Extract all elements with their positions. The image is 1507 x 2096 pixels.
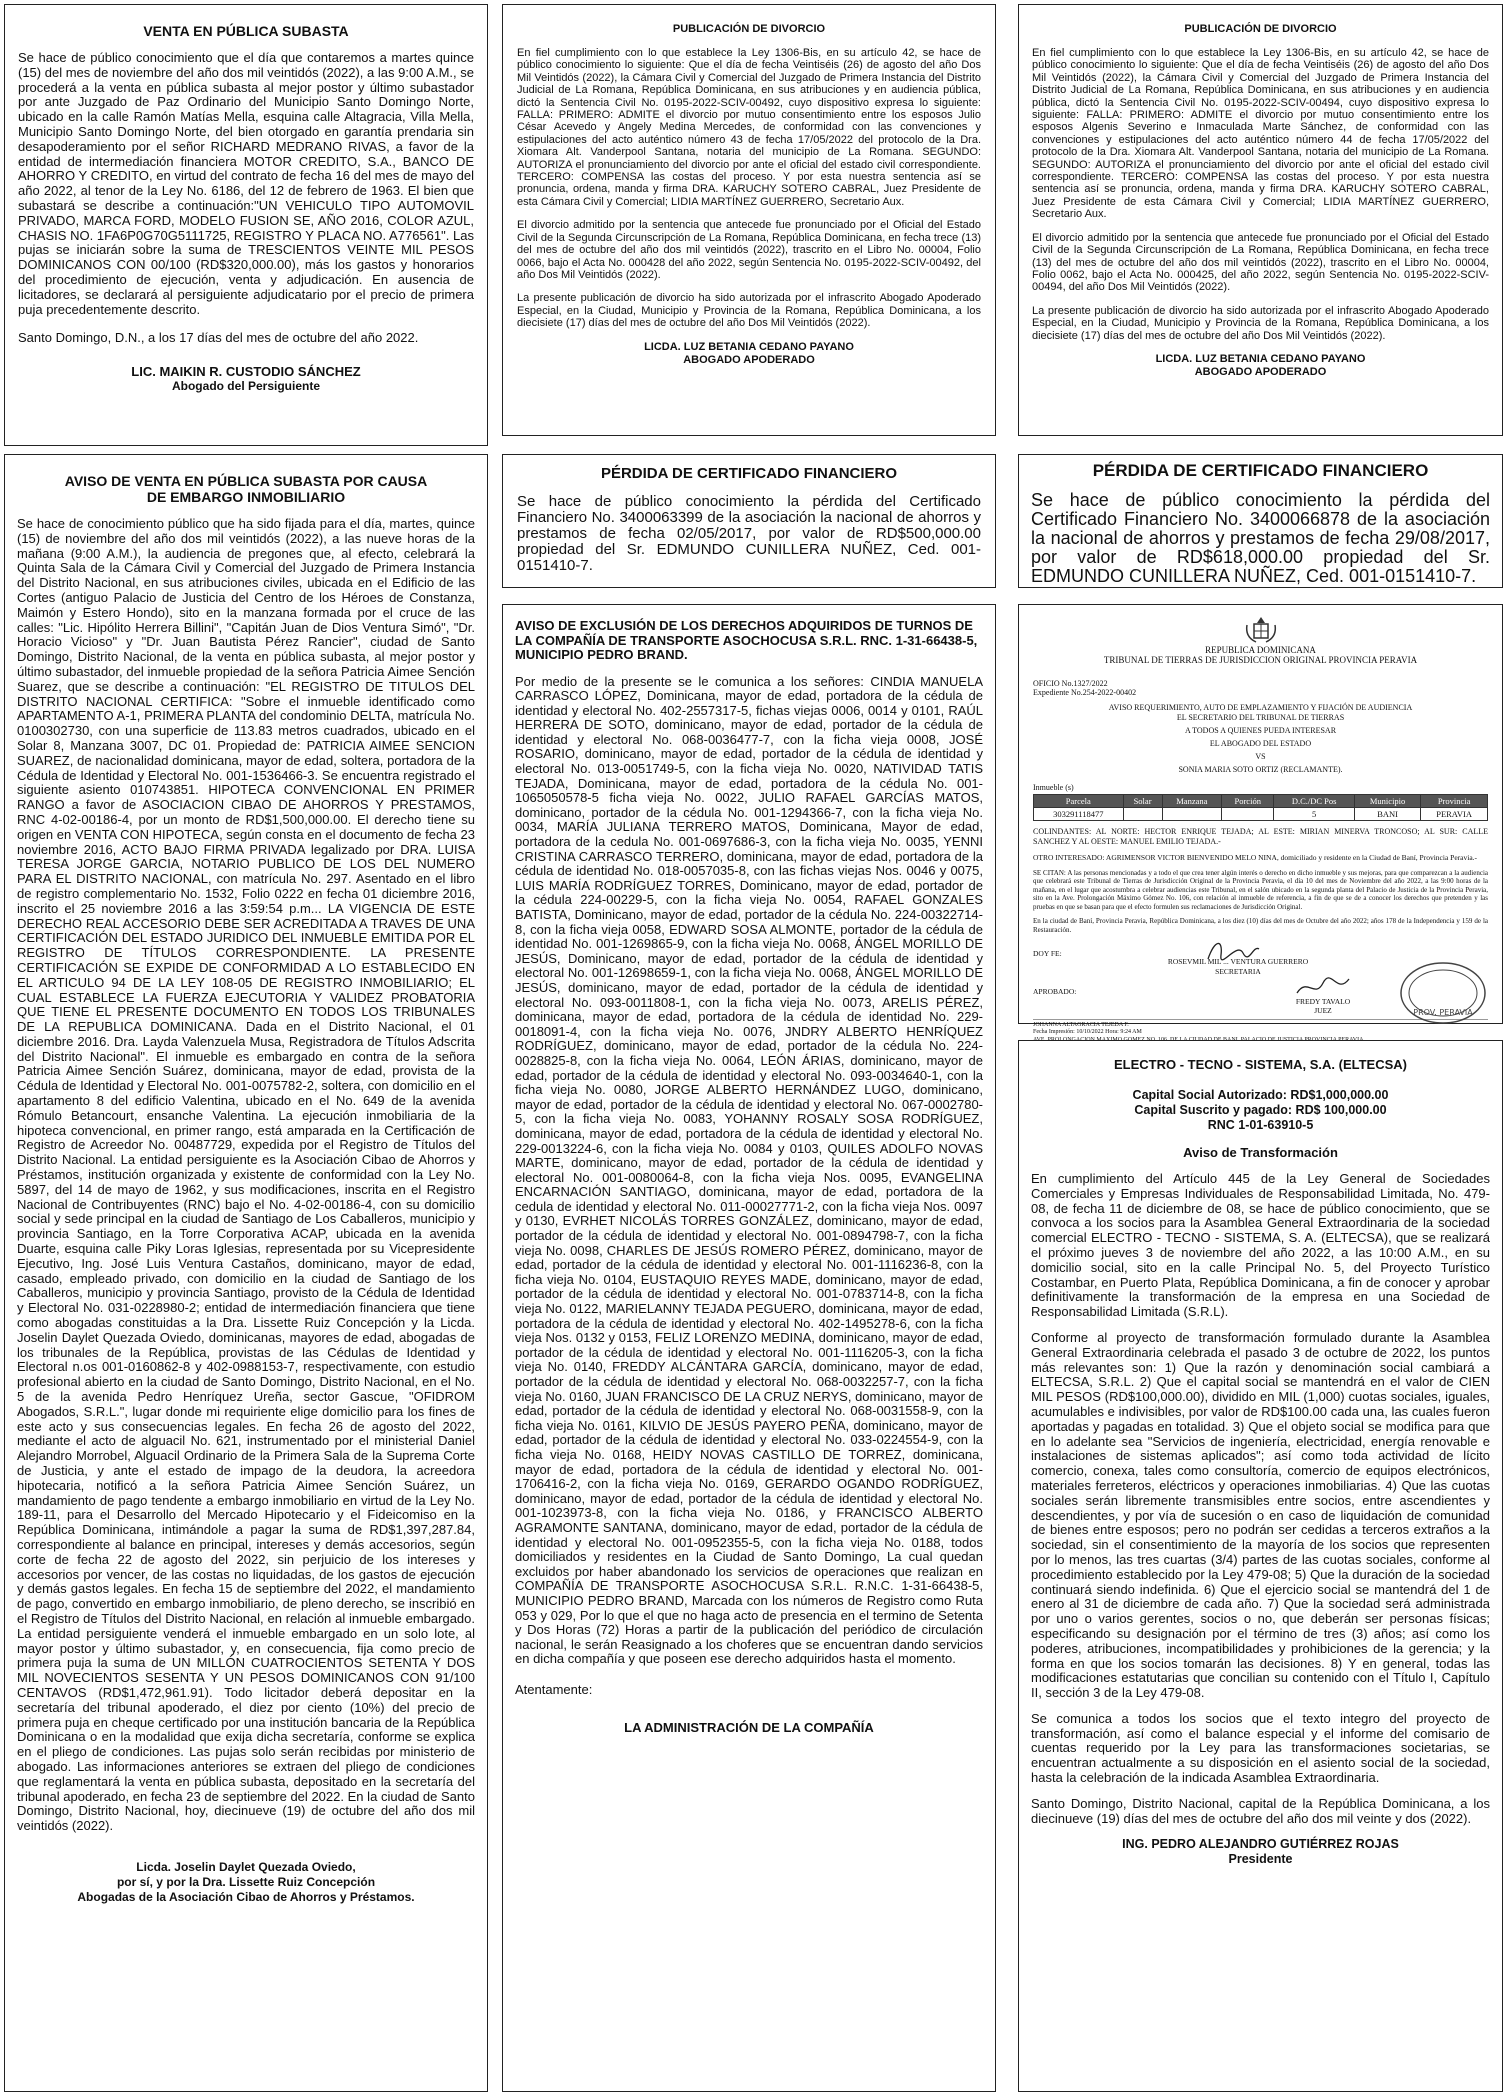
expediente-number: Expediente No.254-2022-00402 (1033, 688, 1137, 697)
ad-title: VENTA EN PÚBLICA SUBASTA (143, 23, 349, 39)
inmueble-table (1033, 794, 1488, 821)
signer-name: LIC. MAIKIN R. CUSTODIO SÁNCHEZ (131, 364, 361, 380)
ad-body: Se hace de público conocimiento que el día que contaremos a martes quince (15) del mes de noviembre del año dos mil veintidós (2022), a las 9:00 A.M., se procederá a la venta en pública subasta al mejor postor y último subastador por ante Juzgado de Paz Ordinario del Municipio Santo Domingo Norte, ubicado en la calle Ramón Matías Mella, esquina calle Altagracia, Villa Mella, Municipio Santo Domingo Norte, del bien otorgado en garantía prendaria sin desapoderamiento por el señor RICHARD MEDRANO RIVAS, a favor de la entidad de intermediación financiera MOTOR CREDITO, S.A., BANCO DE AHORRO Y CREDITO, en virtud del contrato de fecha 16 del mes de mayo del año 2022, al tenor de la Ley No. 6186, del 12 de febrero de 1963. El bien que subastará se describe a continuación:"UN VEHICULO TIPO AUTOMOVIL PRIVADO, MARCA FORD, MODELO FUSION SE, AÑO 2016, COLOR AZUL, CHASIS NO. 1FA6P0G70G5111725, REGISTRO Y PLACA NO. A776561". Las pujas se iniciarán sobre la suma de TRESCIENTOS VEINTE MIL PESOS DOMINICANOS CON 00/100 (RD$320,000.00), más los gastos y honorarios del procedimiento de ejecución, venta y adjudicación. En ausencia de licitadores, se declarará al persiguiente adjudicatario por el precio de primera puja precedentemente descrito. (18, 50, 474, 317)
ad-body: Se hace de conocimiento público que ha sido fijada para el día, martes, quince (15) de noviembre del año dos mil veintidós (2022), a las nueve horas de la mañana (9:00 A.M.), la audiencia de pregones que, al efecto, celebrará la Quinta Sala de la Cámara Civil y Comercial del Juzgado de Primera Instancia del Distrito Nacional, en sus atribuciones civiles, ubicada en el Edificio de las Cortes (antiguo Palacio de Justicia del Centro de los Héroes de Constanza, Maimón y Estero Hondo), sito en la manzana formada por el cruce de las calles: "Lic. Hipólito Herrera Billini", "Capitán Juan de Dios Ventura Simó", "Dr. Horacio Vicioso" y "Dr. Juan Bautista Pérez Rancier", ciudad de Santo Domingo, Distrito Nacional, de la venta en pública subasta, al mejor postor y último subastador, del inmueble propiedad de la señora Patricia Aimee Sención Suarez, que se describe a continuación: "EL REGISTRO DE TITULOS DEL DISTRITO NACIONAL CERTIFICA: "Sobre el inmueble identificado como APARTAMENTO A-1, PRIMERA PLANTA del condominio DELTA, matrícula No. 0100302730, con una superficie de 113.83 metros cuadrados, ubicado en el Solar 8, Manzana 3007, DC 01. Propiedad de: PATRICIA AIMEE SENCION SUAREZ, de nacionalidad dominicana, mayor de edad, soltera, portadora de la Cédula de Identidad y Electoral No. 001-1536466-3. Se encuentra registrado el siguiente asiento 010743851. HIPOTECA CONVENCIONAL EN PRIMER RANGO a favor de ASOCIACION CIBAO DE AHORROS Y PRESTAMOS, RNC 4-02-00186-4, por un monto de RD$1,500,000.00. El derecho tiene su origen en VENTA CON HIPOTECA, según consta en el documento de fecha 23 noviembre 2016, ACTO BAJO FIRMA PRIVADA legalizado por DRA. LUISA TERESA JORGE GARCIA, NOTARIO PUBLICO DE LOS DEL NUMERO PARA EL DISTRITO NACIONAL, con matrícula No. 297. Asentado en el libro de registro complementario No. 1532, Folio 0222 en fecha 01 diciembre 2016, inscrito el 25 noviembre 2016 a las 3:59:54 p.m... LA VIGENCIA DE ESTE DERECHO REAL ACCESORIO DEBE SER ACREDITADA A TRAVES DE UNA CERTIFICACIÓN DEL ESTADO JURIDICO DEL INMUEBLE EMITIDA POR EL REGISTRO DE TÍTULOS CORRESPONDIENTE. LA PRESENTE CERTIFICACIÓN SE EXPIDE DE CONFORMIDAD A LO ESTABLECIDO EN EL ARTICULO 94 DE LA LEY 108-05 DE REGISTRO INMOBILIARIO; EL CUAL ESTABLECE LA FUERZA EJECUTORIA Y VALIDEZ PROBATORIA QUE TIENE EL PRESENTE DOCUMENTO EN TODOS LOS TRIBUNALES DE LA REPUBLICA DOMINICANA. Dada en el Distrito Nacional, el 01 diciembre 2016. Dra. Layda Valenzuela Musa, Registradora de Títulos Adscrita del Distrito Nacional". El inmueble es embargado en contra de la señora Patricia Aimee Sención Suárez, dominicana, mayor de edad, provista de la Cédula de Identidad y Electoral No. 001-0075782-2, soltera, con domicilio en el apartamento 8 del edificio Valentina, ubicado en el No. 649 de la avenida Rómulo Betancourt, ensanche Valentina. La ejecución inmobiliaria de la hipoteca convencional, en primer rango, está amparada en la Certificación de Registro de Acreedor No. 00487729, expedida por el Registro de Títulos del Distrito Nacional. La entidad persiguiente es la Asociación Cibao de Ahorros y Préstamos, institución organizada y existente de conformidad con la Ley No. 5897, del 14 de mayo de 1962, y sus modificaciones, inscrita en el Registro Nacional de Contribuyentes (RNC) bajo el No. 4-02-00186-4, con su domicilio social y sede principal en la ciudad de Santiago de Los Caballeros, municipio y provincia Santiago, en la Torre Corporativa ACAP, ubicada en la avenida Duarte, esquina calle Piky Loras Iglesias, representada por su Vicepresidente Ejecutivo, Ing. José Luis Ventura Castaños, dominicano, mayor de edad, casado, empleado privado, con domicilio en la ciudad de Santiago de los Caballeros, municipio y provincia Santiago, provisto de la Cédula de Identidad y Electoral No. 031-0228980-2; entidad de intermediación financiera que tiene como abogadas constituidas a la Dra. Lissette Ruiz Concepción y la Licda. Joselin Daylet Quezada Oviedo, dominicanas, mayores de edad, abogadas de los tribunales de la República, provistas de las Cédulas de Identidad y Electoral n.os 001-0160862-8 y 402-0988153-7, respectivamente, con estudio profesional abierto en la ciudad de Santo Domingo, Distrito Nacional, en el No. 5 de la avenida Pedro Henríquez Ureña, sector Gascue, "OFIDROM Abogados, S.R.L.", lugar donde mi requiriente elige domicilio para los fines de este acto y sus consecuencias legales. En fecha 26 de agosto del 2022, mediante el acto de alguacil No. 621, instrumentado por el ministerial Daniel Alejandro Morrobel, Alguacil Ordinario de la Primera Sala de la Suprema Corte de Justicia, y ante el estado de impago de la deudora, la acreedora hipotecaria, notificó a la señora Patricia Aimee Sención Suárez, un mandamiento de pago tendente a embargo inmobiliario en virtud de la Ley No. 189-11, para el Desarrollo del Mercado Hipotecario y el Fideicomiso en la República Dominicana, intimándole a pagar la suma de RD$1,397,287.84, correspondiente al balance en principal, intereses y demás accesorios, según corte de fecha 22 de agosto del 2022, sin perjuicio de los intereses y accesorios por vencer, de las costas no liquidadas, de los gastos de ejecución y demás gastos legales. En fecha 15 de septiembre del 2022, el mandamiento de pago, convertido en embargo inmobiliario, de pleno derecho, se inscribió en el Registro de Títulos del Distrito Nacional, en relación al inmueble embargado. La entidad persiguiente venderá el inmueble embargado en un solo lote, al mayor postor y último subastador, y, en consecuencia, fija como precio de primera puja la suma de UN MILLÓN CUATROCIENTOS SETENTA Y DOS MIL NOVECIENTOS SESENTA Y UN PESOS DOMINICANOS CON 91/100 CENTAVOS (RD$1,472,961.91). Todo licitador deberá depositar en la secretaría del tribunal apoderado, el diez por ciento (10%) del precio de primera puja en cheque certificado por una institución bancaria de la República Dominicana o en la modalidad que exija dicha secretaría, conforme se explica en el pliego de condiciones. Las pujas solo serán recibidas por ministerio de abogado. Las informaciones anteriores se extraen del pliego de condiciones que reglamentará la venta en pública subasta, depositado en la secretaría del tribunal apoderado, en fecha 23 de septiembre del 2022. En la ciudad de Santo Domingo, Distrito Nacional, hoy, diecinueve (19) de octubre del año dos mil veintidós (2022). (17, 516, 475, 1834)
ad-paragraph: En fiel cumplimiento con lo que establece la Ley 1306-Bis, en su artículo 42, se hace de público conocimiento lo siguiente: Que el día de fecha Veintiséis (26) de agosto del año Dos Mil Veintidós (2022), la Cámara Civil y Comercial del Juzgado de Primera Instancia del Distrito Judicial de La Romana, República Dominicana, en sus atribuciones y en audiencia pública, dictó la Sentencia Civil No. 0195-2022-SCIV-00492, cuyo dispositivo expresa lo siguiente: FALLA: PRIMERO: ADMITE el divorcio por mutuo consentimiento entre los esposos Julio César Acevedo y Angely Medina Mercedes, de conformidad con las convenciones y estipulaciones del acto auténtico número 43 de fecha 17/05/2022 del protocolo de la Dra. Xiomara Alt. Vanderpool Santana, notaria del municipio de La Romana. SEGUNDO: AUTORIZA el pronunciamiento del divorcio por ante el oficial del estado civil correspondiente. TERCERO: COMPENSA las costas del proceso. Y por esta nuestra sentencia así se pronuncia, ordena, manda y firma DRA. KARUCHY SOTERO CABRAL, Juez Presidente de esta Cámara Civil y Comercial; LIDIA MARTÍNEZ GUERRERO, Secretario Aux. (517, 47, 981, 208)
ad-venta-subasta (4, 4, 488, 446)
signer-role: ABOGADO APODERADO (683, 353, 815, 366)
notice-heading: SONIA MARIA SOTO ORTIZ (RECLAMANTE). (1178, 765, 1343, 774)
republic-name: REPUBLICA DOMINICANA (1205, 645, 1316, 655)
table-cell: PERAVIA (1421, 808, 1488, 821)
secretary-role: SECRETARIA (1215, 966, 1261, 976)
capital-authorized: Capital Social Autorizado: RD$1,000,000.00 (1132, 1088, 1389, 1102)
table-header: Solar (1123, 795, 1162, 808)
signer-name: ING. PEDRO ALEJANDRO GUTIÉRREZ ROJAS (1122, 1837, 1399, 1852)
ad-paragraph: La presente publicación de divorcio ha sido autorizada por el infrascrito Abogado Apoderado Especial, en la Ciudad, Municipio y Provincia de la Romana, República Dominicana, a los diecisiete (17) días del mes de octubre del año Dos Mil Veintidós (2022). (1032, 304, 1489, 342)
signer-role: Abogado del Persiguiente (171, 379, 321, 394)
ad-title: ELECTRO - TECNO - SISTEMA, S.A. (ELTECSA) (1114, 1057, 1407, 1072)
ad-paragraph: Conforme al proyecto de transformación formulado durante la Asamblea General Extraordinaria celebrada el pasado 3 de octubre de 2022, los puntos más relevantes son: 1) Que la razón y denominación social cambiará a ELTECSA, S.R.L. 2) Que el capital social se mantendrá en el valor de CIEN MIL PESOS (RD$100,000.00), dividido en MIL (1,000) cuotas sociales, iguales, acumulables e indivisibles, por valor de RD$100.00 cada una, las cuales fueron aportadas y pagadas en totalidad. 3) Que el objeto social se modifica para que en lo adelante sea "Servicios de ingeniería, electricidad, energía renovable e instalaciones de sistemas aplicados"; así como toda actividad de lícito comercio, conexa, tales como consultoría, comercio de equipos electrónicos, materiales ferreteros, eléctricos y operaciones inmobiliarias. 4) Que las cuotas sociales serán libremente transmisibles entre socios, entre ascendientes y descendientes, y por vía de sucesión o en caso de liquidación de comunidad de bienes entre esposos; pero no podrán ser cedidas a terceros extraños a la sociedad, sin el consentimiento de la mayoría de los socios que representen por lo menos, las tres cuartas (3/4) partes de las cuotas sociales, conforme al procedimiento establecido por la Ley 479-08; 5) Que la duración de la sociedad continuará siendo indefinida. 6) Que el ejercicio social se mantendrá del 1 de enero al 31 de diciembre de cada año. 7) Que la sociedad será administrada por uno o varios gerentes, socios o no, que deberán ser personas físicas; especificando su designación por el término de tres (3) años; así como los poderes, atribuciones, incompatibilidades y prohibiciones de la gerencia; y la forma en que los socios tomarán las decisiones. 8) Y en general, todas las modificaciones estatutarias que concilian su contenido con el Título I, Capítulo II, sección 3 de la Ley 479-08. (1031, 1329, 1490, 1701)
ad-subtitle: Aviso de Transformación (1183, 1145, 1338, 1160)
court-stamp-icon (1398, 953, 1488, 1019)
ad-title: PUBLICACIÓN DE DIVORCIO (1184, 23, 1337, 35)
ad-title: PÉRDIDA DE CERTIFICADO FINANCIERO (1092, 461, 1429, 480)
ad-paragraph: En cumplimiento del Artículo 445 de la Ley General de Sociedades Comerciales y Empresas Individuales de Responsabilidad Limitada, No. 479-08, de fecha 11 de diciembre de 08, se hace de público conocimiento, que se convoca a los socios para la Asamblea General Extraordinaria de la sociedad comercial ELECTRO - TECNO - SISTEMA, S. A. (ELTECSA), que se realizará el próximo jueves 3 de noviembre del año 2022, a las 10:00 A.M., en su domicilio social, sito en la calle Principal No. 5, del Proyecto Turístico Costambar, en Puerto Plata, República Dominicana, a fin de conocer y aprobar definitivamente la transformación de la empresa en una Sociedad de Responsabilidad Limitada (S.R.L). (1031, 1171, 1490, 1320)
table-header: Municipio (1354, 795, 1420, 808)
ad-body: Se hace de público conocimiento la pérdida del Certificado Financiero No. 3400066878 de la asociación la nacional de ahorros y prestamos de fecha 29/08/2017, por valor de RD$618,000.00 propiedad del Sr. EDMUNDO CUNILLERA NUÑEZ, Ced. 001-0151410-7. (1031, 490, 1490, 586)
ad-closing: Atentamente: (515, 1681, 593, 1697)
judge-role: JUEZ (1314, 1005, 1332, 1015)
secretary-name: ROSEVMIL MIL ... VENTURA GUERRERO (1167, 956, 1309, 966)
signer-role: Abogadas de la Asociación Cibao de Ahorros y Préstamos. (77, 1889, 415, 1904)
ad-exclusion-turnos (502, 604, 996, 2092)
ad-title: PUBLICACIÓN DE DIVORCIO (672, 23, 826, 35)
stamp-text: PROV. PERAVIA (1413, 1007, 1473, 1017)
court-name: TRIBUNAL DE TIERRAS DE JURISDICCION ORIGINAL PROVINCIA PERAVIA (1103, 655, 1418, 665)
notice-heading: AVISO REQUERIMIENTO, AUTO DE EMPLAZAMIENTO Y FIJACIÓN DE AUDIENCIA (1108, 703, 1413, 712)
table-header: D.C./DC Pos (1274, 795, 1355, 808)
aprobado-label: APROBADO: (1033, 986, 1077, 996)
ad-title: AVISO DE VENTA EN PÚBLICA SUBASTA POR CAUSA DE EMBARGO INMOBILIARIO (64, 473, 428, 505)
table-cell: BANI (1354, 808, 1420, 821)
coat-of-arms-icon (1033, 615, 1488, 645)
ad-date: Santo Domingo, D.N., a los 17 días del mes de octubre del año 2022. (18, 330, 419, 346)
ad-divorcio-1 (502, 4, 996, 436)
city-date-text: En la ciudad de Baní, Provincia Peravia, República Dominicana, a los diez (10) días del mes de Octubre del año 2022; años 178 de la Independencia y 159 de la Restauración. (1033, 917, 1488, 935)
judge-name: FREDY TAVALO (1295, 996, 1351, 1006)
table-header: Porción (1222, 795, 1274, 808)
signer-line2: por sí, y por la Dra. Lissette Ruiz Concepción (116, 1874, 376, 1889)
notice-heading: A TODOS A QUIENES PUEDA INTERESAR (1184, 726, 1337, 735)
ad-tribunal-tierras (1018, 604, 1503, 1036)
inmueble-label: Inmueble (s) (1033, 783, 1074, 792)
notice-heading: EL SECRETARIO DEL TRIBUNAL DE TIERRAS (1176, 713, 1345, 722)
ad-body: Se hace de público conocimiento la pérdida del Certificado Financiero No. 3400063399 de la asociación la nacional de ahorros y prestamos de fecha 02/05/2017, por valor de RD$500,000.00 propiedad del Sr. EDMUNDO CUNILLERA NUÑEZ, Ced. 001-0151410-7. (517, 493, 981, 574)
footer-line: Fecha Impresión: 10/10/2022 Hora: 9:24 AM (1033, 1029, 1142, 1036)
ad-embargo-inmobiliario (4, 454, 488, 2092)
ad-eltecsa (1018, 1040, 1503, 2092)
table-cell: 303291118477 (1034, 808, 1124, 821)
ad-paragraph: Se comunica a todos los socios que el texto integro del proyecto de transformación, así como el balance especial y el informe del comisario de cuentas requerido por la Ley para las transformaciones societarias, se encuentran actualmente a su disposición en el asiento social de la sociedad, hasta la celebración de la indicada Asamblea Extraordinaria. (1031, 1710, 1490, 1786)
table-cell (1162, 808, 1222, 821)
ad-paragraph: El divorcio admitido por la sentencia que antecede fue pronunciado por el Oficial del Estado Civil de la Segunda Circunscripción de La Romana, República Dominicana, en fecha trece (13) del mes de octubre del año dos mil veintidós (2022), trascrito en el Libro No. 00004, Folio 0062, bajo el Acta No. 000425, del año 2022, según Sentencia No. 0195-2022-SCIV-00494, del año Dos Mil Veintidós (2022). (1032, 231, 1489, 294)
table-header: Manzana (1162, 795, 1222, 808)
table-cell (1123, 808, 1162, 821)
footer-line: JOHANNA ALTAGRACIA TEJEDA F. (1033, 1021, 1129, 1028)
capital-paid: Capital Suscrito y pagado: RD$ 100,000.00 (1134, 1103, 1387, 1117)
ad-divorcio-2 (1018, 4, 1503, 436)
signer-role: Presidente (1228, 1852, 1293, 1867)
ad-body: Por medio de la presente se le comunica a los señores: CINDIA MANUELA CARRASCO LÓPEZ, Dominicana, mayor de edad, portadora de la cédula de identidad y electoral No. 402-2557317-5, fichas viejas 0006, 0014 y 0101, RAÚL HERRERA DE SOTO, dominicano, mayor de edad, portador de la cédula de identidad y electoral No. 068-0036477-7, con la ficha vieja 0008, JOSÉ ROSARIO, dominicano, mayor de edad, portador de la cédula de identidad y electoral No. 013-0051749-5, con la ficha vieja No. 0020, NATIVIDAD TATIS TEJADA, Dominicana, mayor de edad, portadora de la cédula No. 001-1065050578-5 ficha vieja No. 0022, JULIO RAFAEL GARCÍAS MATOS, dominicano, portador de la cédula No. 001-1294366-7, con la ficha vieja No. 0034, MARÍA JULIANA TERRERO MATOS, Dominicana, Mayor de edad, portadora de la cedula No. 001-0697686-3, con la ficha vieja No. 0035, YENNI CRISTINA CARRASCO TERRERO, dominicana, mayor de edad, portadora de la cédula de identidad No. 018-0057035-8, con las fichas viejas Nos. 0046 y 0075, LUIS MARÍA RODRÍGUEZ TORRES, Dominicano, mayor de edad, portador de la cédula 224-00229-5, con la ficha vieja No. 0054, RAFAEL GONZALES BATISTA, Dominicano, mayor de edad, portador de la cédula No. 224-00322714-8, con la ficha vieja 0058, EDWARD SOSA ALMONTE, portador de la cédula de identidad No. 001-1269865-9, con la ficha vieja No. 0068, ÁNGEL MORILLO DE JESÚS, Dominicano, mayor de edad, portador de la cédula de identidad y electoral No. 001-12698659-1, con la ficha vieja No. 0068, ÁNGEL MORILLO DE JESÚS, dominicano, mayor de edad, portador de la cédula de identidad y electoral No. 093-0011808-1, con la ficha vieja No. 0073, ARELIS PÉREZ, dominicana, mayor de edad, portadora de la cédula de identidad No. 229-0018091-4, con la ficha vieja No. 0076, JNDRY ALBERTO HENRÍQUEZ RODRÍGUEZ, dominicano, mayor de edad, portador de la cédula No. 224-0028825-8, con la ficha vieja No. 0064, LEÓN ÁRIAS, dominicano, mayor de edad, portador de la cédula de identidad y electoral No. 093-0034640-1, con la ficha vieja No. 0080, JORGE ALBERTO HERNÁNDEZ LUGO, dominicano, mayor de edad, portador de la cédula de identidad y electoral No. 067-0002780-5, con la ficha vieja No. 0083, YOHANNY ROSALY SOSA RODRÍGUEZ, dominicana, mayor de edad, portadora de la cédula de identidad y electoral No. 229-0013224-6, con la ficha vieja No. 0084 y 0103, QUILES ADOLFO NOVAS MARTE, dominicano, mayor de edad, portador de la cédula de identidad y electoral No. 001-0080064-8, con la ficha vieja Nos. 0095, EVANGELINA ENCARNACIÓN SANTIAGO, dominicana, mayor de edad, portadora de la cedula de identidad y electoral No. 011-00027771-2, con la ficha vieja Nos. 0097 y 0130, EVRHET NICOLÁS TORRES GONZÁLEZ, dominicano, mayor de edad, portador de la cédula de identidad y electoral No. 001-0894798-7, con la ficha vieja No. 0098, CHARLES DE JESÚS ROMERO PÉREZ, dominicano, mayor de edad, portador de la cédula de identidad y electoral No. 001-1116236-8, con la ficha vieja No. 0104, EUSTAQUIO REYES MADE, dominicano, mayor de edad, portador de la cédula de identidad y electoral No. 001-0783714-8, con la ficha vieja No. 0122, MARIELANNY TEJADA PEGUERO, dominicana, mayor de edad, portadora de la cédula de identidad y electoral No. 402-1495278-6, con la ficha vieja Nos. 0132 y 0153, FELIZ LORENZO MEDINA, dominicano, mayor de edad, portador de la cédula de identidad y electoral No. 001-1116205-3, con la ficha vieja No. 0140, FREDDY ALCÁNTARA GARCÍA, dominicano, mayor de edad, portador de la cédula de identidad y electoral No. 068-0032257-7, con la ficha vieja No. 0160, JUAN FRANCISCO DE LA CRUZ NERYS, dominicano, mayor de edad, portador de la cédula de identidad y electoral No. 068-0031558-9, con la ficha vieja No. 0161, KILVIO DE JESÚS PAYERO PEÑA, dominicano, mayor de edad, portador de la cédula de identidad y electoral No. 033-0224554-9, con la ficha vieja No. 0168, HEIDY NOVAS CASTILLO DE TORREZ, dominicana, mayor de edad, portadora de la cédula de identidad y electoral No. 001-1706416-2, con la ficha vieja No. 0169, GERARDO OGANDO RODRÍGUEZ, dominicano, mayor de edad, portador de la cédula de identidad y electoral No. 001-1023973-8, con la ficha vieja No. 0186, y FRANCISCO ALBERTO AGRAMONTE SANTANA, dominicano, mayor de edad, portador de la cédula de identidad y electoral No. 001-0952355-5, con la ficha vieja No. 0188, todos domiciliados y residentes en la Ciudad de Santo Domingo, La cual quedan excluidos por haber abandonado los servicios de operaciones que realizan en COMPAÑÍA DE TRANSPORTE ASOCHOCUSA S.R.L. R.N.C. 1-31-66438-5, MUNICIPIO PEDRO BRAND, Marcada con los números de Registro como Ruta 053 y 029, Por lo que el que no haga acto de presencia en el termino de Setenta y Dos Horas (72) Horas a partir de la publicación del periódico de circulación nacional, le serán Reasignado a los choferes que se encuentran dando servicios en dicha compañía y que poseen ese derecho adquiridos hasta el momento. (515, 673, 983, 1667)
doy-fe-label: DOY FE: (1033, 948, 1062, 958)
notice-heading: EL ABOGADO DEL ESTADO (1209, 739, 1312, 748)
signer-name: Licda. Joselin Daylet Quezada Oviedo, (136, 1859, 356, 1874)
ad-certificado-2 (1018, 454, 1503, 588)
notice-vs: VS (1255, 752, 1266, 761)
ad-title: PÉRDIDA DE CERTIFICADO FINANCIERO (600, 465, 898, 482)
signer-role: ABOGADO APODERADO (1194, 365, 1327, 378)
signer-name: LA ADMINISTRACIÓN DE LA COMPAÑÍA (624, 1719, 874, 1735)
table-header: Parcela (1034, 795, 1124, 808)
ad-certificado-1 (502, 454, 996, 588)
citation-text: SE CITAN: A las personas mencionadas y a todo el que crea tener algún interés o derecho en dicho inmueble y sus mejoras, para que comparezcan a la audiencia que celebrará este Tribunal de Tierras de Jurisdicción Original de la Provincia Peravia, el día 10 del mes de Noviembre del año 2022, a las 9:00 horas de la mañana, en el lugar que acostumbra a celebrar audiencias este Tribunal, en el salón ubicado en la segunda planta del Palacio de Justicia de la Provincia Peravia, sito en la Ave. Prolongación Máximo Gómez No. 106, con relación al inmueble de referencia, a fin de que se de a conocer los derechos que pretenden y las pruebas en que se basan para que el efecto formulen sus reclamaciones de Jurisdicción Original. (1033, 868, 1488, 911)
table-cell: 5 (1274, 808, 1355, 821)
ad-title: AVISO DE EXCLUSIÓN DE LOS DERECHOS ADQUIRIDOS DE TURNOS DE LA COMPAÑÍA DE TRANSPORTE ASOCHOCUSA S.R.L. RNC. 1-31-66438-5, MUNICIPIO PEDRO BRAND. (515, 618, 978, 662)
company-rnc: RNC 1-01-63910-5 (1207, 1118, 1314, 1132)
table-header: Provincia (1421, 795, 1488, 808)
colindantes-text: COLINDANTES: AL NORTE: HECTOR ENRIQUE TEJADA; AL ESTE: MIRIAN MINERVA TRONCOSO; AL SUR: CALLE SANCHEZ Y AL OESTE: MANUEL EMILIO TEJADA.- (1033, 827, 1488, 846)
ad-paragraph: La presente publicación de divorcio ha sido autorizada por el infrascrito Abogado Apoderado Especial, en la Ciudad, Municipio y Provincia de la Romana, República Dominicana, a los diecisiete (17) días del mes de octubre del año Dos Mil Veintidós (2022). (517, 292, 981, 330)
ad-paragraph: En fiel cumplimiento con lo que establece la Ley 1306-Bis, en su artículo 42, se hace de público conocimiento lo siguiente: Que el día de fecha Veintiséis (26) de agosto del año Dos Mil Veintidós (2022), la Cámara Civil y Comercial del Juzgado de Primera Instancia del Distrito Judicial de La Romana, República Dominicana, en sus atribuciones y en audiencia pública, dictó la Sentencia Civil No. 0195-2022-SCIV-00494, cuyo dispositivo expresa lo siguiente: FALLA: PRIMERO: ADMITE el divorcio por mutuo consentimiento entre los esposos Algenis Severino e Inmaculada Marte Sánchez, de conformidad con las convenciones y estipulaciones del acto auténtico número 44 de fecha 17/05/2022 del protocolo de la Dra. Xiomara Alt. Vanderpool Santana, notaria del municipio de La Romana. SEGUNDO: AUTORIZA el pronunciamiento del divorcio por ante el oficial del estado civil correspondiente. TERCERO: COMPENSA las costas del proceso. Y por esta nuestra sentencia así se pronuncia, ordena, manda y firma DRA. KARUCHY SOTERO CABRAL, Juez Presidente de esta Cámara Civil y Comercial; LIDIA MARTÍNEZ GUERRERO, Secretario Aux. (1032, 47, 1489, 221)
table-cell (1222, 808, 1274, 821)
ad-paragraph: El divorcio admitido por la sentencia que antecede fue pronunciado por el Oficial del Estado Civil de la Segunda Circunscripción de La Romana, República Dominicana, en fecha trece (13) del mes de octubre del año dos mil veintidós (2022), trascrito en el Libro No. 00004, Folio 0066, bajo el Acta No. 000428 del año 2022, según Sentencia No. 0195-2022-SCIV-00492, del año Dos Mil Veintidós (2022). (517, 219, 981, 281)
oficio-number: OFICIO No.1327/2022 (1033, 679, 1108, 688)
ad-paragraph: Santo Domingo, Distrito Nacional, capital de la República Dominicana, a los diecinueve (19) días del mes de octubre del año dos mil veinte y dos (2022). (1031, 1795, 1490, 1826)
otro-interesado-text: OTRO INTERESADO: AGRIMENSOR VICTOR BIENVENIDO MELO NINA, domiciliado y residente en la Ciudad de Baní, Provincia Peravia.- (1033, 853, 1478, 862)
signer-name: LICDA. LUZ BETANIA CEDANO PAYANO (644, 340, 854, 353)
signer-name: LICDA. LUZ BETANIA CEDANO PAYANO (1155, 352, 1366, 365)
